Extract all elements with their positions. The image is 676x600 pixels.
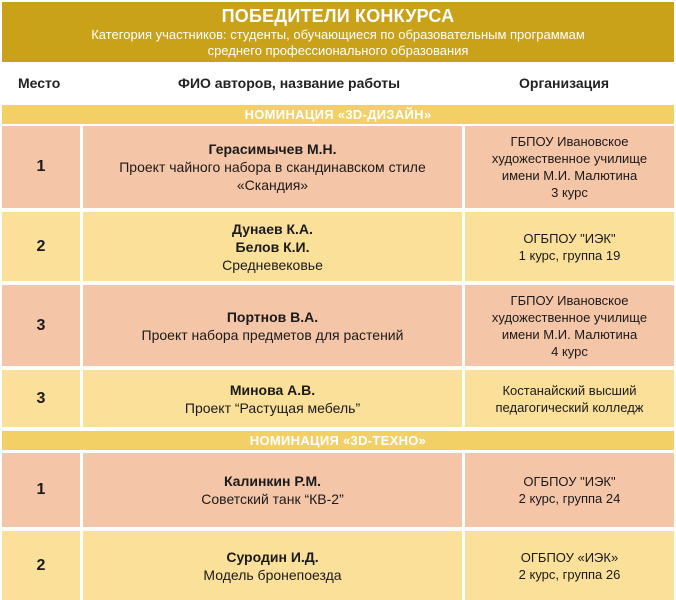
org-line: 1 курс, группа 19	[518, 247, 621, 263]
category-subtitle-line2: среднего профессионального образования	[207, 43, 469, 58]
work-title: «Скандия»	[236, 177, 309, 193]
page-title: ПОБЕДИТЕЛИ КОНКУРСА	[221, 6, 455, 26]
work-title: Средневековье	[222, 256, 323, 273]
org-line: ОГБПОУ "ИЭК"	[523, 230, 616, 246]
organization-cell	[465, 126, 674, 208]
place-cell: 2	[2, 531, 80, 600]
nomination-header-3d-techno: НОМИНАЦИЯ «3D-ТЕХНО»	[2, 431, 674, 450]
organization-cell	[465, 370, 674, 427]
column-header-place: Место	[18, 75, 61, 91]
org-line: 3 курс	[551, 185, 588, 200]
organization-cell	[465, 285, 674, 366]
place-cell: 1	[2, 126, 80, 208]
org-line: 2 курс, группа 26	[518, 566, 621, 582]
column-header-authors: ФИО авторов, название работы	[178, 75, 401, 91]
table-row	[0, 370, 676, 427]
authors-cell	[83, 453, 462, 527]
org-line: художественное училище	[491, 309, 648, 325]
work-title: Советский танк “КВ-2”	[201, 491, 344, 507]
nomination-header-3d-design: НОМИНАЦИЯ «3D-ДИЗАЙН»	[2, 105, 674, 124]
work-title: Проект “Растущая мебель”	[184, 399, 361, 416]
work-title: Проект набора предметов для растений	[141, 326, 404, 343]
organization-cell	[465, 453, 674, 527]
author-name: Калинкин Р.М.	[223, 473, 322, 489]
organization-cell	[465, 212, 674, 281]
author-name: Герасимычев М.Н.	[208, 141, 337, 157]
category-subtitle-line1: Категория участников: студенты, обучающиеся по образовательным программам	[91, 27, 585, 42]
work-title: Проект чайного набора в скандинавском стиле	[119, 159, 426, 175]
org-line: ОГБПОУ "ИЭК"	[523, 474, 616, 489]
table-row	[0, 531, 676, 600]
column-headers	[0, 65, 676, 101]
table-row	[0, 126, 676, 208]
authors-cell	[83, 212, 462, 281]
organization-cell	[465, 531, 674, 600]
place-cell: 3	[2, 370, 80, 427]
author-name: Суродин И.Д.	[226, 548, 319, 565]
title-banner	[2, 2, 674, 62]
table-row	[0, 212, 676, 281]
table-row	[0, 453, 676, 527]
table-row	[0, 285, 676, 366]
authors-cell	[83, 285, 462, 366]
org-line: имени М.И. Малютина	[501, 326, 638, 342]
place-cell: 2	[2, 212, 80, 281]
org-line: художественное училище	[491, 151, 648, 166]
org-line: 2 курс, группа 24	[518, 491, 621, 506]
org-line: ГБПОУ Ивановское	[510, 134, 629, 149]
work-title: Модель бронепоезда	[203, 566, 342, 583]
place-cell: 3	[2, 285, 80, 366]
org-line: имени М.И. Малютина	[501, 168, 638, 183]
org-line: ГБПОУ Ивановское	[510, 292, 629, 308]
org-line: ОГБПОУ «ИЭК»	[520, 549, 619, 565]
org-line: 4 курс	[551, 343, 588, 359]
org-line: Костанайский высший	[502, 382, 637, 398]
authors-cell	[83, 531, 462, 600]
author-name: Дунаев К.А.	[232, 220, 313, 237]
author-name: Белов К.И.	[235, 238, 310, 255]
org-line: педагогический колледж	[495, 399, 644, 415]
column-header-organization: Организация	[519, 75, 610, 91]
place-cell: 1	[2, 453, 80, 527]
authors-cell	[83, 126, 462, 208]
authors-cell	[83, 370, 462, 427]
author-name: Минова А.В.	[229, 381, 316, 398]
author-name: Портнов В.А.	[226, 308, 319, 325]
